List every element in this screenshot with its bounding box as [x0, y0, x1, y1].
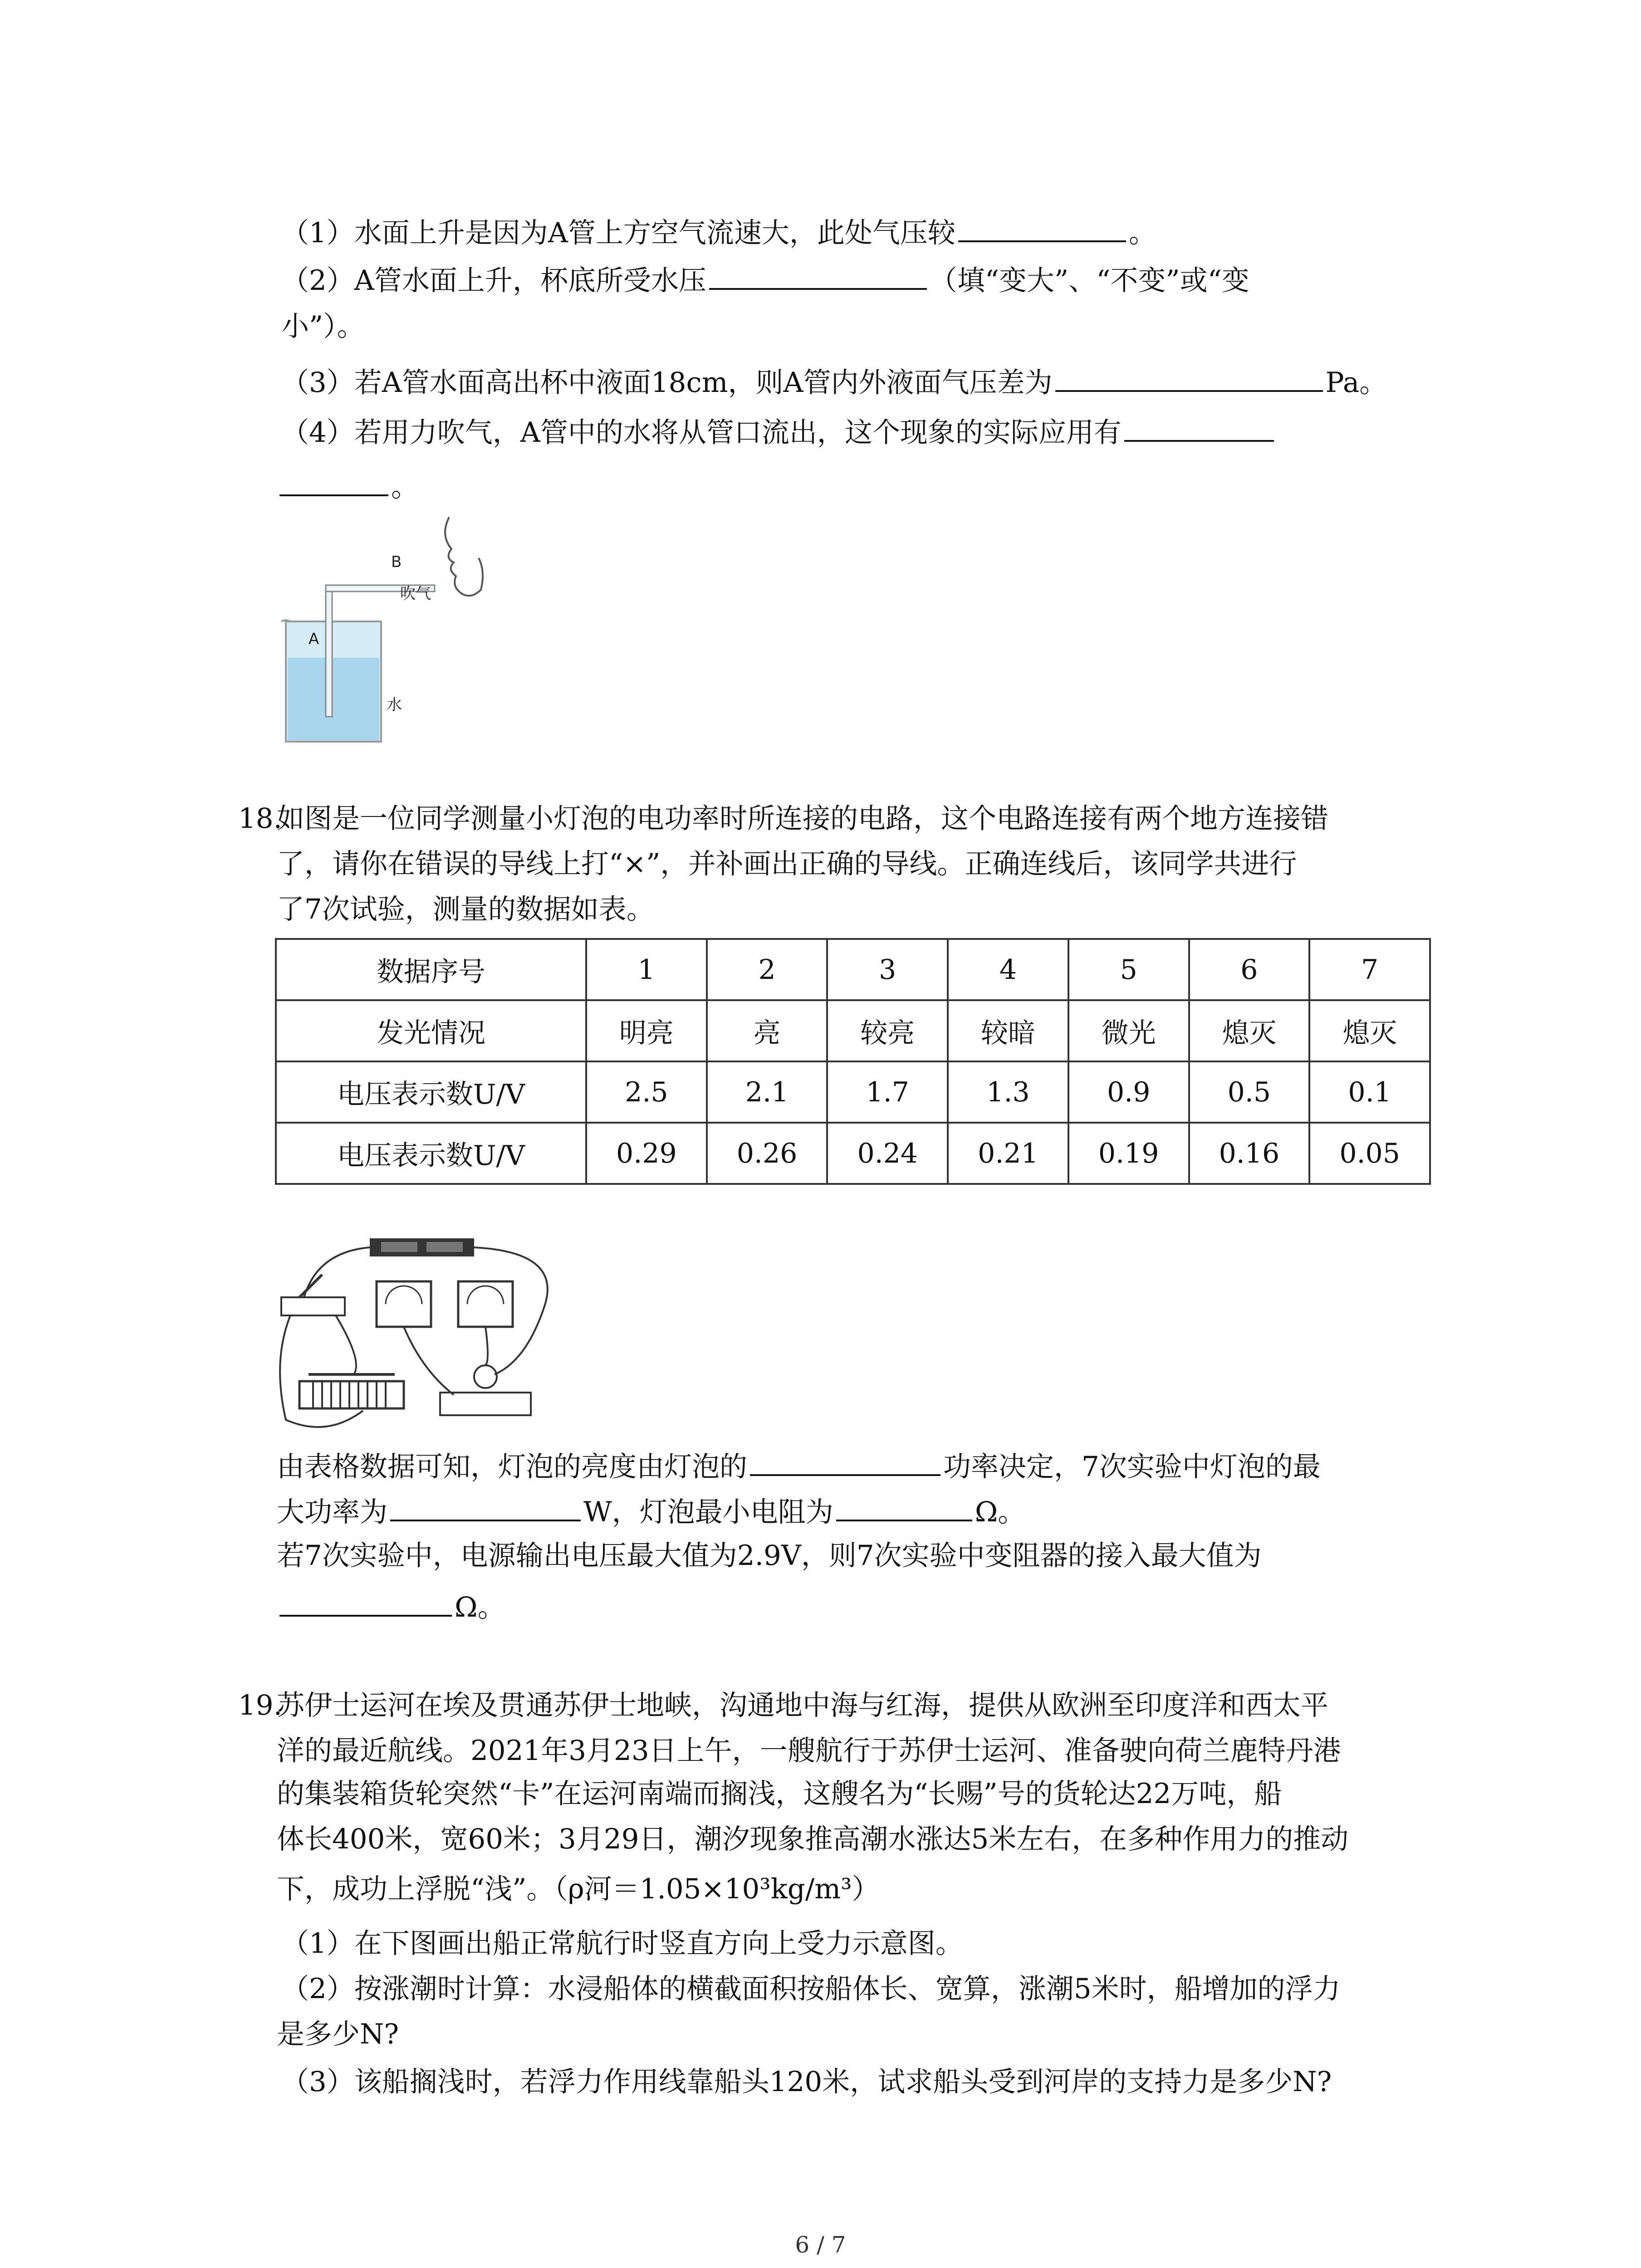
svg-text:吹气: 吹气	[400, 585, 431, 603]
rheostat	[299, 1381, 404, 1408]
q17-sub4: （4）若用力吹气，A管中的水将从管口流出，这个现象的实际应用有	[281, 413, 1277, 451]
table-cell: 3	[827, 939, 948, 1000]
q18-line: 如图是一位同学测量小灯泡的电功率时所连接的电路，这个电路连接有两个地方连接错	[277, 802, 1329, 835]
tube-a	[326, 587, 332, 717]
q18-after-line: 大功率为 W，灯泡最小电阻为 Ω。	[277, 1492, 1025, 1530]
q19-line: 体长400米，宽60米；3月29日，潮汐现象推高潮水涨达5米左右，在多种作用力的推动	[277, 1823, 1349, 1855]
q17-sub4-cont: 。	[277, 467, 419, 505]
table-cell: 0.16	[1189, 1123, 1310, 1184]
q18-after-line: 若7次实验中，电源输出电压最大值为2.9V，则7次实验中变阻器的接入最大值为	[277, 1540, 1262, 1572]
answer-blank[interactable]	[709, 261, 927, 290]
q17-sub2: （2）A管水面上升，杯底所受水压 （填“变大”、“不变”或“变	[281, 261, 1249, 299]
q17-sub1: （1）水面上升是因为A管上方空气流速大，此处气压较 。	[281, 213, 1156, 251]
q19-sub2: （2）按涨潮时计算：水浸船体的横截面积按船体长、宽算，涨潮5米时，船增加的浮力	[281, 1973, 1341, 2005]
water	[288, 658, 379, 741]
svg-text:水: 水	[387, 696, 402, 714]
table-cell: 电压表示数U/V	[276, 1123, 586, 1184]
circuit-figure	[272, 1225, 590, 1438]
table-cell: 0.5	[1189, 1061, 1310, 1123]
table-cell: 6	[1189, 939, 1310, 1000]
q18-after-line: 由表格数据可知，灯泡的亮度由灯泡的 功率决定，7次实验中灯泡的最	[277, 1447, 1321, 1485]
table-cell: 0.05	[1309, 1123, 1430, 1184]
table-cell: 4	[948, 939, 1068, 1000]
q18-line: 了7次试验，测量的数据如表。	[277, 893, 654, 925]
table-cell: 0.19	[1068, 1123, 1189, 1184]
table-cell: 较暗	[948, 1000, 1068, 1061]
ammeter	[377, 1281, 431, 1327]
table-cell: 亮	[707, 1000, 828, 1061]
q19-sub2-cont: 是多少N?	[277, 2018, 399, 2050]
table-cell: 2.1	[707, 1061, 828, 1123]
measurement-table	[275, 938, 1431, 1185]
q19-line: 下，成功上浮脱“浅”。（ρ河＝1.05×10³kg/m³）	[277, 1873, 880, 1905]
table-cell: 微光	[1068, 1000, 1189, 1061]
q19-line: 苏伊士运河在埃及贯通苏伊士地峡，沟通地中海与红海，提供从欧洲至印度洋和西太平	[277, 1689, 1329, 1721]
table-cell: 熄灭	[1309, 1000, 1430, 1061]
table-row	[276, 1000, 1430, 1061]
answer-blank[interactable]	[390, 1492, 581, 1521]
q19-sub3: （3）该船搁浅时，若浮力作用线靠船头120米，试求船头受到河岸的支持力是多少N?	[281, 2066, 1332, 2098]
table-cell: 1	[586, 939, 707, 1000]
svg-text:B: B	[391, 553, 402, 571]
table-cell: 2.5	[586, 1061, 707, 1123]
table-cell: 1.7	[827, 1061, 948, 1123]
q19-line: 洋的最近航线。2021年3月23日上午，一艘航行于苏伊士运河、准备驶向荷兰鹿特丹港	[277, 1735, 1341, 1767]
table-cell: 较亮	[827, 1000, 948, 1061]
table-cell: 数据序号	[276, 939, 586, 1000]
q19-sub1: （1）在下图画出船正常航行时竖直方向上受力示意图。	[281, 1927, 963, 1960]
answer-blank[interactable]	[750, 1447, 941, 1476]
table-cell: 7	[1309, 939, 1430, 1000]
lamp-base	[440, 1393, 531, 1415]
table-row	[276, 1123, 1430, 1184]
table-cell: 发光情况	[276, 1000, 586, 1061]
table-row	[276, 1061, 1430, 1123]
bulb	[474, 1365, 497, 1388]
table-cell: 0.24	[827, 1123, 948, 1184]
answer-blank[interactable]	[279, 1588, 452, 1617]
answer-blank[interactable]	[1124, 413, 1274, 442]
table-cell: 熄灭	[1189, 1000, 1310, 1061]
q19-line: 的集装箱货轮突然“卡”在运河南端而搁浅，这艘名为“长赐”号的货轮达22万吨，船	[277, 1778, 1282, 1810]
table-cell: 1.3	[948, 1061, 1068, 1123]
voltmeter	[458, 1281, 513, 1327]
q17-sub2-cont: 小”）。	[281, 310, 365, 342]
table-cell: 0.21	[948, 1123, 1068, 1184]
question-number: 19.	[238, 1689, 283, 1721]
table-cell: 0.29	[586, 1123, 707, 1184]
beaker-blowing-figure	[272, 508, 526, 753]
answer-blank[interactable]	[958, 213, 1126, 242]
q18-after-line: Ω。	[277, 1588, 505, 1626]
q17-sub3: （3）若A管水面高出杯中液面18cm，则A管内外液面气压差为 Pa。	[281, 363, 1387, 401]
answer-blank[interactable]	[279, 467, 388, 496]
question-number: 18.	[238, 802, 283, 835]
answer-blank[interactable]	[1055, 363, 1323, 392]
table-row	[276, 939, 1430, 1000]
table-cell: 电压表示数U/V	[276, 1061, 586, 1123]
table-cell: 5	[1068, 939, 1189, 1000]
answer-blank[interactable]	[836, 1492, 972, 1521]
table-cell: 0.9	[1068, 1061, 1189, 1123]
table-cell: 2	[707, 939, 828, 1000]
svg-text:A: A	[309, 630, 319, 648]
page-number: 6 / 7	[795, 2232, 846, 2258]
table-cell: 明亮	[586, 1000, 707, 1061]
switch	[281, 1297, 345, 1315]
table-cell: 0.1	[1309, 1061, 1430, 1123]
face	[445, 517, 483, 596]
q18-line: 了，请你在错误的导线上打“×”，并补画出正确的导线。正确连线后，该同学共进行	[277, 848, 1297, 880]
table-cell: 0.26	[707, 1123, 828, 1184]
